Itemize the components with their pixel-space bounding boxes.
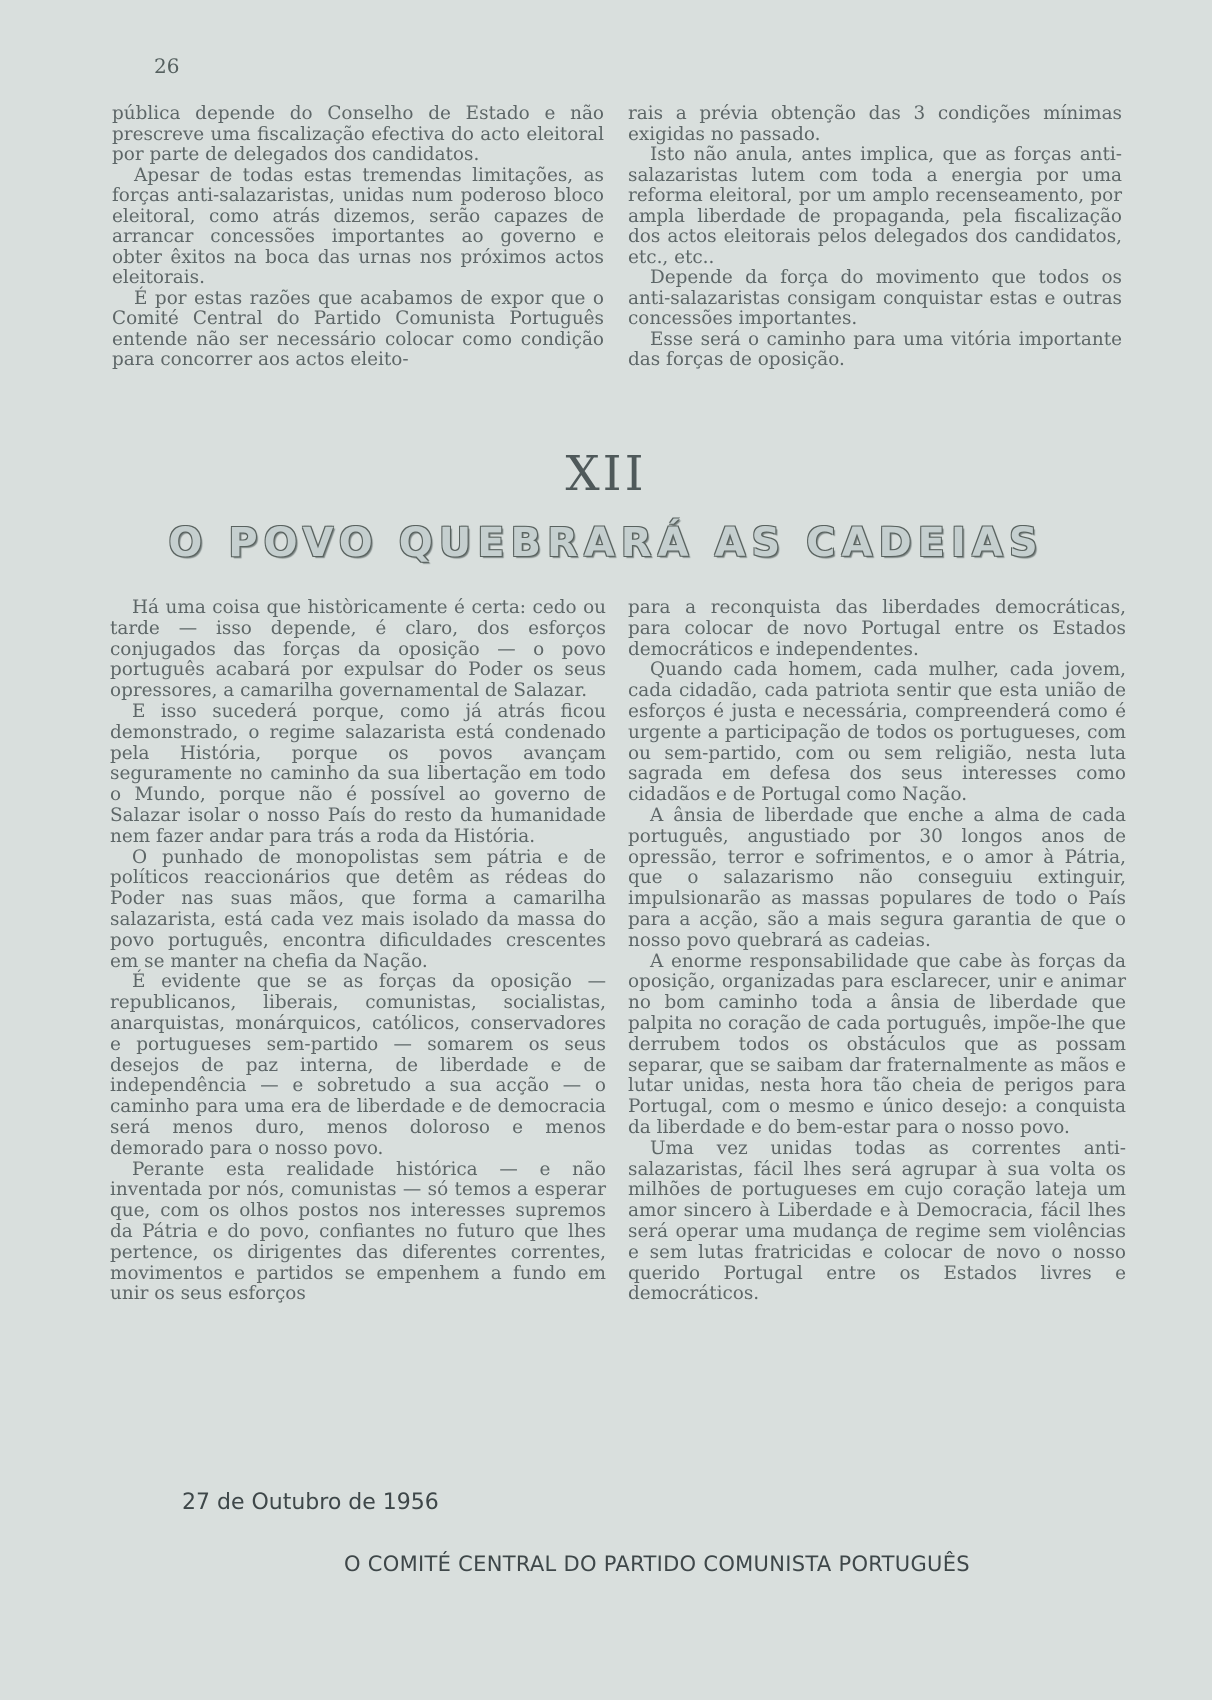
section-title: O POVO QUEBRARÁ AS CADEIAS [168,520,1044,566]
paragraph: O punhado de monopolistas sem pátria e de políticos reaccionários que detêm as rédeas do Poder nas suas mãos, que forma a camarilha salazarista, está cada vez mais isolado da massa do povo português, encontra dificuldades crescentes em se manter na chefia da Nação. [110,846,606,972]
paragraph: É por estas razões que acabamos de expor que o Comité Central do Partido Comunista Português entende não ser necessário colocar como condição para concorrer aos actos eleito- [112,287,604,370]
paragraph: E isso sucederá porque, como já atrás ficou demonstrado, o regime salazarista está condenado pela História, porque os povos avançam seguramente no caminho da sua libertação em todo o Mundo, porque não é possível ao governo de Salazar isolar o nosso País do resto da humanidade nem fazer andar para trás a roda da História. [110,700,606,847]
paragraph: Quando cada homem, cada mulher, cada jovem, cada cidadão, cada patriota sentir que esta união de esforços é justa e necessária, compreenderá como é urgente a participação de todos os portugueses, com ou sem-partido, com ou sem religião, nesta luta sagrada em defesa dos seus interesses como cidadãos e de Portugal como Nação. [628,659,1126,806]
paragraph: A ânsia de liberdade que enche a alma de cada português, angustiado por 30 longos anos de opressão, terror e sofrimentos, e o amor à Pátria, que o salazarismo não conseguiu extinguir, impulsionarão as massas populares de todo o País para a acção, são a mais segura garantia de que o nosso povo quebrará as cadeias. [628,804,1126,951]
top-left-column [112,104,604,371]
page-number: 26 [154,54,180,78]
paragraph: Uma vez unidas todas as correntes anti-salazaristas, fácil lhes será agrupar à sua volta os milhões de portugueses em cujo coração lateja um amor sincero à Liberdade e à Democracia, fácil lhes será operar uma mudança de regime sem violências e sem lutas fratricidas e colocar de novo o nosso querido Portugal entre os Estados livres e democráticos. [628,1137,1126,1305]
paragraph: Depende da força do movimento que todos os anti-salazaristas consigam conquistar estas e outras concessões importantes. [628,267,1122,329]
paragraph: Perante esta realidade histórica — e não inventada por nós, comunistas — só temos a esperar que, com os olhos postos nos interesses supremos da Pátria e do povo, confiantes no futuro que lhes pertence, os dirigentes das diferentes correntes, movimentos e partidos se empenhem a fundo em unir os seus esforços [110,1158,606,1305]
paragraph: É evidente que se as forças da oposição — republicanos, liberais, comunistas, socialistas, anarquistas, monárquicos, católicos, conservadores e portugueses sem-partido — somarem os seus desejos de paz interna, de liberdade e de independência — e sobretudo a sua acção — o caminho para uma era de liberdade e de democracia será menos duro, menos doloroso e menos demorado para o nosso povo. [110,971,606,1159]
paragraph: Isto não anula, antes implica, que as forças anti-salazaristas lutem com toda a energia por uma reforma eleitoral, por um amplo recenseamento, por ampla liberdade de propaganda, pela fiscalização dos actos eleitorais pelos delegados dos candidatos, etc., etc.. [628,144,1122,268]
paragraph: A enorme responsabilidade que cabe às forças da oposição, organizadas para esclarecer, unir e animar no bom caminho toda a ânsia de liberdade que palpita no coração de cada português, impõe-lhe que derrubem todos os obstáculos que as possam separar, que se saibam dar fraternalmente as mãos e lutar unidas, nesta hora tão cheia de perigos para Portugal, com o mesmo e único desejo: a conquista da liberdade e do bem-estar para o nosso povo. [628,950,1126,1138]
signature: O COMITÉ CENTRAL DO PARTIDO COMUNISTA PORTUGUÊS [344,1552,970,1576]
main-left-column [110,598,606,1305]
paragraph: Apesar de todas estas tremendas limitações, as forças anti-salazaristas, unidas num poderoso bloco eleitoral, como atrás dizemos, serão capazes de arrancar concessões importantes ao governo e obter êxitos na boca das urnas nos próximos actos eleitorais. [112,164,604,288]
paragraph: Esse será o caminho para uma vitória importante das forças de oposição. [628,328,1122,370]
main-right-column [628,598,1126,1305]
section-number: XII [565,446,647,502]
paragraph: rais a prévia obtenção das 3 condições mínimas exigidas no passado. [628,103,1122,145]
paragraph: pública depende do Conselho de Estado e não prescreve uma fiscalização efectiva do acto eleitoral por parte de delegados dos candidatos. [112,103,604,165]
paragraph: Há uma coisa que històricamente é certa: cedo ou tarde — isso depende, é claro, dos esforços conjugados das forças da oposição — o povo português acabará por expulsar do Poder os seus opressores, a camarilha governamental de Salazar. [110,597,606,702]
date-line: 27 de Outubro de 1956 [182,1490,439,1515]
top-right-column [628,104,1122,371]
paragraph: para a reconquista das liberdades democráticas, para colocar de novo Portugal entre os Estados democráticos e independentes. [628,597,1126,660]
